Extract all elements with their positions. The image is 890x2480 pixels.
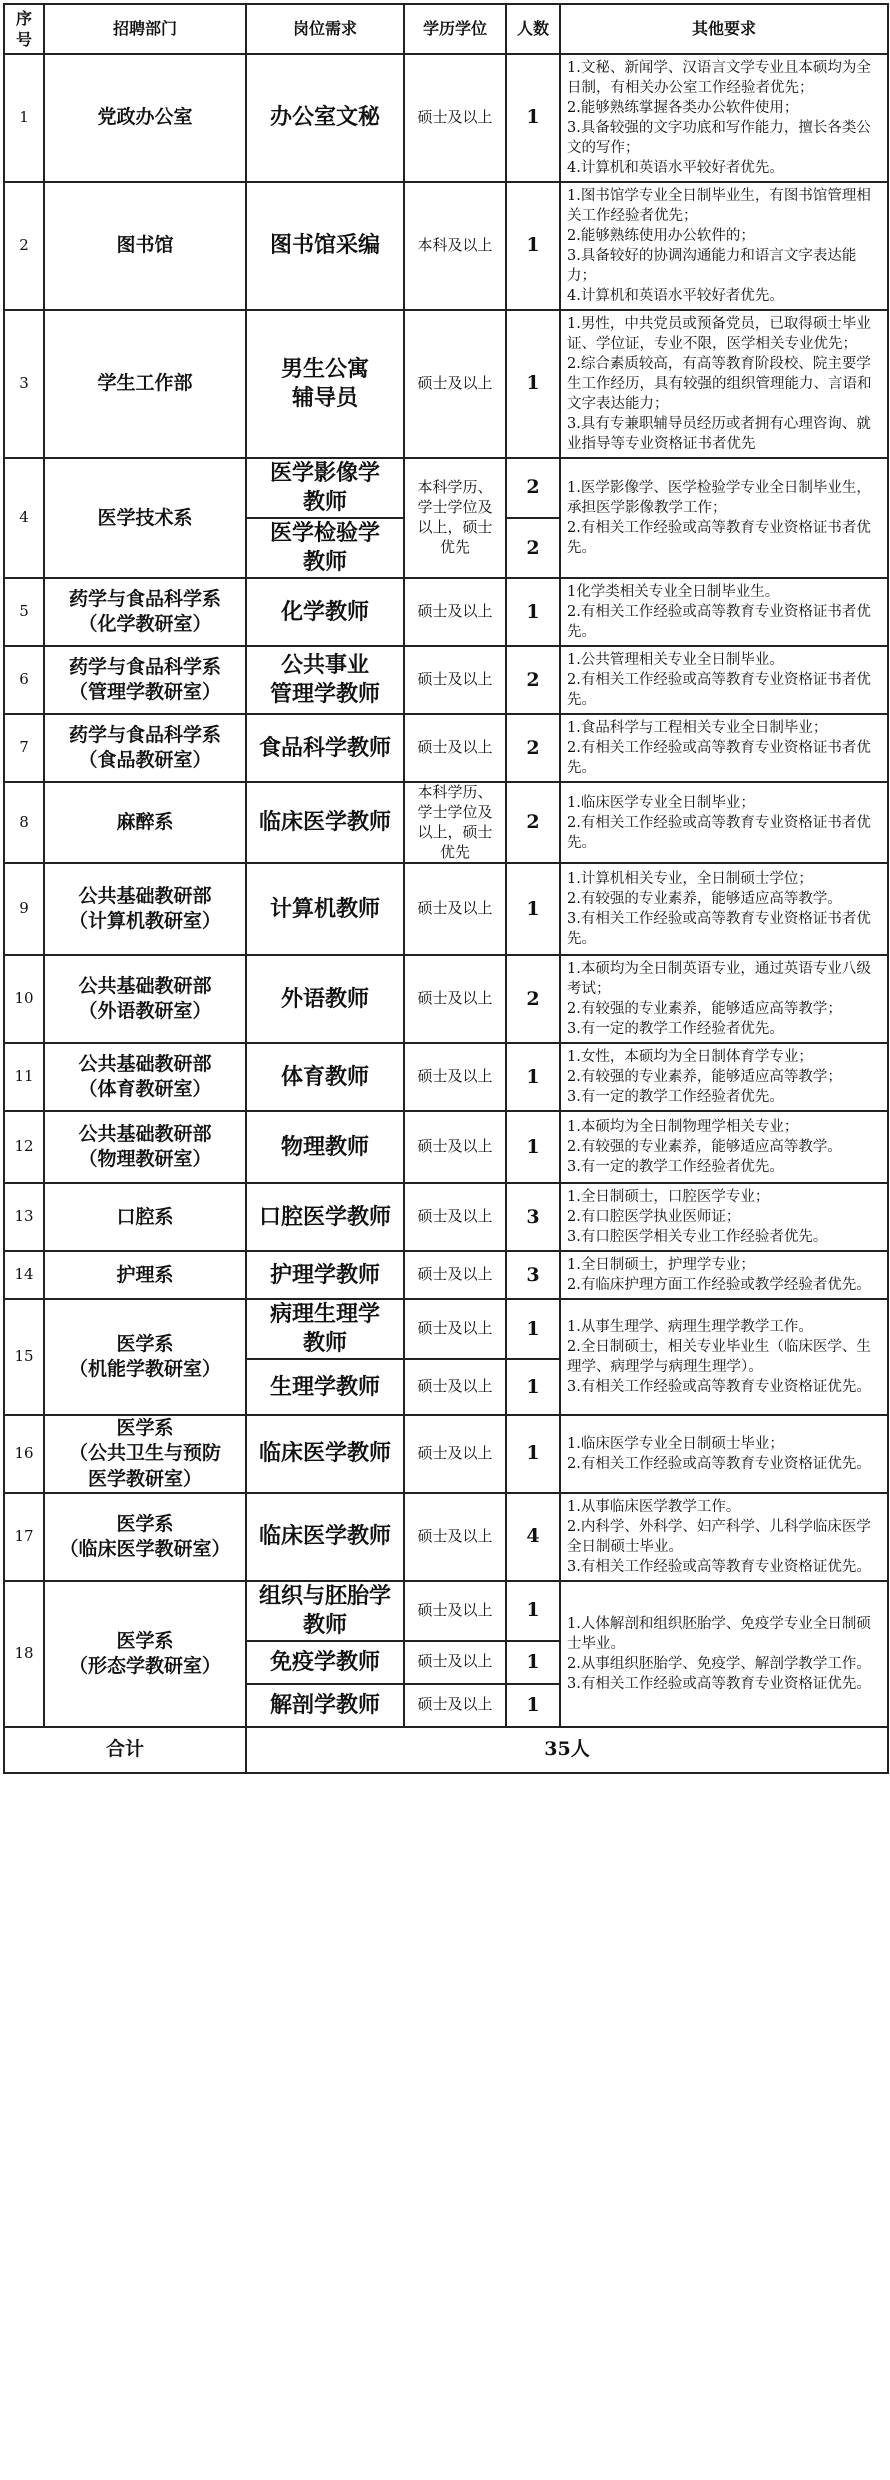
seq-cell: 5	[4, 578, 44, 646]
degree-cell	[404, 646, 506, 714]
count-cell: 1	[506, 1684, 560, 1727]
cell-line: 优先	[439, 537, 470, 556]
header-seq: 序号	[4, 4, 44, 54]
table-row	[4, 1493, 888, 1581]
cell-line: 1.本硕均为全日制物理学相关专业；	[567, 1119, 799, 1136]
cell-line: 硕士及以上	[417, 670, 493, 689]
cell-line: 2.有较强的专业素养，能够适应高等教学；	[567, 1069, 842, 1086]
cell-line: （计算机教研室）	[68, 910, 221, 933]
position-cell	[246, 1684, 404, 1727]
cell-line: 2.能够熟练掌握各类办公软件使用；	[567, 100, 799, 116]
requirements-cell	[560, 1493, 888, 1581]
cell-line: 硕士及以上	[417, 1444, 493, 1463]
dept-cell	[44, 863, 246, 955]
count-cell: 1	[506, 1111, 560, 1183]
position-cell	[246, 518, 404, 578]
cell-line: 2.有相关工作经验或高等教育专业资格证书者优先。	[567, 520, 871, 557]
header-dept: 招聘部门	[44, 4, 246, 54]
table-row	[4, 1111, 888, 1183]
table-row	[4, 1251, 888, 1299]
position-cell	[246, 54, 404, 182]
count-cell: 1	[506, 1299, 560, 1359]
count-cell: 2	[506, 518, 560, 578]
cell-line: 1.医学影像学、医学检验学专业全日制毕业生，承担医学影像教学工作；	[567, 480, 871, 517]
dept-cell	[44, 1043, 246, 1111]
position-cell	[246, 310, 404, 458]
count-cell: 2	[506, 714, 560, 782]
cell-line: （体育教研室）	[78, 1078, 212, 1101]
count-cell: 2	[506, 955, 560, 1043]
cell-line: 公共基础教研部	[78, 1123, 212, 1146]
table-row	[4, 1581, 888, 1641]
cell-line: 图书馆采编	[269, 232, 380, 259]
degree-cell	[404, 1415, 506, 1492]
cell-line: 1.临床医学专业全日制硕士毕业；	[567, 1435, 784, 1452]
table-row	[4, 955, 888, 1043]
cell-line: 公共事业	[280, 652, 369, 679]
requirements-cell	[560, 782, 888, 863]
total-value: 35人	[246, 1727, 888, 1773]
degree-cell	[404, 782, 506, 863]
count-cell: 1	[506, 1641, 560, 1684]
seq-cell: 7	[4, 714, 44, 782]
requirements-cell	[560, 646, 888, 714]
cell-line: 医学技术系	[97, 506, 193, 529]
cell-line: 医学教研室）	[87, 1467, 202, 1490]
cell-line: 2.综合素质较高，有高等教育阶段校、院主要学生工作经历，具有较强的组织管理能力、言语和文字表达能力；	[567, 356, 872, 412]
cell-line: 公共基础教研部	[78, 1053, 212, 1076]
cell-line: （临床医学教研室）	[59, 1537, 231, 1560]
requirements-cell	[560, 1043, 888, 1111]
degree-cell	[404, 1581, 506, 1641]
table-row	[4, 1415, 888, 1492]
dept-cell	[44, 310, 246, 458]
cell-line: 1.公共管理相关专业全日制毕业。	[567, 652, 784, 669]
cell-line: 教师	[302, 1330, 347, 1357]
cell-line: （管理学教研室）	[68, 681, 221, 704]
position-cell	[246, 1415, 404, 1492]
cell-line: 组织与胚胎学	[258, 1582, 391, 1609]
cell-line: 3.有相关工作经验或高等教育专业资格证优先。	[567, 1558, 871, 1575]
position-cell	[246, 1111, 404, 1183]
seq-cell: 11	[4, 1043, 44, 1111]
seq-cell: 12	[4, 1111, 44, 1183]
requirements-cell	[560, 578, 888, 646]
cell-line: 本科学历、	[417, 478, 493, 497]
cell-line: 1.人体解剖和组织胚胎学、免疫学专业全日制硕士毕业。	[567, 1615, 871, 1652]
count-cell: 3	[506, 1183, 560, 1251]
total-row	[4, 1727, 888, 1773]
cell-line: 医学系	[116, 1417, 174, 1440]
cell-line: 生理学教师	[269, 1373, 380, 1400]
degree-cell	[404, 1493, 506, 1581]
count-cell: 1	[506, 578, 560, 646]
dept-cell	[44, 1415, 246, 1492]
requirements-cell	[560, 1183, 888, 1251]
cell-line: 硕士及以上	[417, 738, 493, 757]
count-cell: 2	[506, 646, 560, 714]
count-cell: 1	[506, 1415, 560, 1492]
cell-line: 3.具有专兼职辅导员经历或者拥有心理咨询、就业指导等专业资格证书者优先	[567, 416, 871, 452]
cell-line: 教师	[302, 549, 347, 576]
table-row	[4, 310, 888, 458]
table-row	[4, 1043, 888, 1111]
seq-cell: 14	[4, 1251, 44, 1299]
cell-line: 药学与食品科学系	[68, 656, 221, 679]
cell-line: 硕士及以上	[417, 989, 493, 1008]
cell-line: 1化学类相关专业全日制毕业生。	[567, 584, 780, 601]
cell-line: 护理系	[116, 1263, 174, 1286]
position-cell	[246, 1299, 404, 1359]
cell-line: 4.计算机和英语水平较好者优先。	[567, 160, 784, 176]
cell-line: （化学教研室）	[78, 613, 212, 636]
cell-line: 2.全日制硕士，相关专业毕业生（临床医学、生理学、病理学与病理生理学）。	[567, 1339, 871, 1376]
header-count: 人数	[506, 4, 560, 54]
seq-cell: 2	[4, 182, 44, 310]
cell-line: 硕士及以上	[417, 899, 493, 918]
requirements-cell	[560, 863, 888, 955]
table-row	[4, 714, 888, 782]
seq-cell: 15	[4, 1299, 44, 1415]
dept-cell	[44, 1183, 246, 1251]
requirements-cell	[560, 1251, 888, 1299]
cell-line: 硕士及以上	[417, 1526, 493, 1545]
cell-line: 3.有口腔医学相关专业工作经验者优先。	[567, 1229, 828, 1246]
seq-cell: 4	[4, 458, 44, 578]
cell-line: 学士学位及	[417, 498, 493, 517]
cell-line: 1.全日制硕士，口腔医学专业；	[567, 1189, 770, 1206]
cell-line: 物理教师	[280, 1133, 369, 1160]
cell-line: 硕士及以上	[417, 602, 493, 621]
cell-line: 本科及以上	[417, 236, 493, 255]
dept-cell	[44, 646, 246, 714]
cell-line: （食品教研室）	[78, 749, 212, 772]
cell-line: 1.全日制硕士，护理学专业；	[567, 1257, 755, 1274]
cell-line: 硕士及以上	[417, 1695, 493, 1714]
cell-line: （外语教研室）	[78, 1000, 212, 1023]
cell-line: 硕士及以上	[417, 374, 493, 393]
count-cell: 2	[506, 458, 560, 518]
cell-line: 1.本硕均为全日制英语专业，通过英语专业八级考试；	[567, 961, 871, 998]
cell-line: 2.能够熟练使用办公软件的；	[567, 228, 755, 244]
dept-cell	[44, 578, 246, 646]
degree-cell	[404, 182, 506, 310]
cell-line: 公共基础教研部	[78, 885, 212, 908]
cell-line: 2.有相关工作经验或高等教育专业资格证书者优先。	[567, 604, 871, 641]
cell-line: 3.具备较好的协调沟通能力和语言文字表达能力；	[567, 248, 857, 284]
degree-cell	[404, 1299, 506, 1359]
cell-line: （形态学教研室）	[68, 1654, 221, 1677]
dept-cell	[44, 182, 246, 310]
count-cell: 1	[506, 182, 560, 310]
degree-cell	[404, 54, 506, 182]
cell-line: 口腔系	[116, 1205, 174, 1228]
cell-line: 3.具备较强的文字功底和写作能力，擅长各类公文的写作；	[567, 120, 871, 156]
position-cell	[246, 1251, 404, 1299]
header-position: 岗位需求	[246, 4, 404, 54]
cell-line: 1.从事临床医学教学工作。	[567, 1498, 741, 1515]
table-row	[4, 578, 888, 646]
requirements-cell	[560, 1415, 888, 1492]
cell-line: 硕士及以上	[417, 1652, 493, 1671]
dept-cell	[44, 1581, 246, 1727]
recruitment-table	[3, 3, 889, 1774]
degree-cell	[404, 310, 506, 458]
cell-line: （公共卫生与预防	[68, 1442, 221, 1465]
degree-cell	[404, 714, 506, 782]
seq-cell: 9	[4, 863, 44, 955]
cell-line: 2.有相关工作经验或高等教育专业资格证书者优先。	[567, 814, 871, 851]
cell-line: 1.男性，中共党员或预备党员，已取得硕士毕业证、学位证，专业不限，医学相关专业优先；	[567, 316, 871, 352]
table-row	[4, 782, 888, 863]
cell-line: 硕士及以上	[417, 1137, 493, 1156]
count-cell: 1	[506, 1581, 560, 1641]
cell-line: 解剖学教师	[269, 1691, 380, 1718]
cell-line: 硕士及以上	[417, 1207, 493, 1226]
dept-cell	[44, 458, 246, 578]
cell-line: 医学系	[116, 1629, 174, 1652]
position-cell	[246, 1043, 404, 1111]
table-row	[4, 1299, 888, 1359]
degree-cell	[404, 1641, 506, 1684]
cell-line: 药学与食品科学系	[68, 588, 221, 611]
count-cell: 2	[506, 782, 560, 863]
cell-line: 病理生理学	[269, 1301, 380, 1328]
cell-line: 2.有较强的专业素养，能够适应高等教学。	[567, 891, 842, 908]
seq-cell: 3	[4, 310, 44, 458]
cell-line: 食品科学教师	[258, 734, 391, 761]
cell-line: 医学检验学	[269, 520, 380, 547]
header-requirements: 其他要求	[560, 4, 888, 54]
position-cell	[246, 646, 404, 714]
cell-line: 化学教师	[280, 598, 369, 625]
cell-line: 图书馆	[116, 234, 174, 257]
cell-line: 1.食品科学与工程相关专业全日制毕业；	[567, 720, 828, 737]
dept-cell	[44, 1299, 246, 1415]
position-cell	[246, 714, 404, 782]
dept-cell	[44, 54, 246, 182]
seq-cell: 10	[4, 955, 44, 1043]
cell-line: 硕士及以上	[417, 1265, 493, 1284]
cell-line: 1.临床医学专业全日制毕业；	[567, 794, 755, 811]
cell-line: 护理学教师	[269, 1261, 380, 1288]
seq-cell: 13	[4, 1183, 44, 1251]
degree-cell	[404, 1043, 506, 1111]
cell-line: 1.图书馆学专业全日制毕业生，有图书馆管理相关工作经验者优先；	[567, 188, 871, 224]
cell-line: 学生工作部	[97, 372, 193, 395]
seq-cell: 8	[4, 782, 44, 863]
position-cell	[246, 955, 404, 1043]
table-row	[4, 458, 888, 518]
requirements-cell	[560, 310, 888, 458]
cell-line: 免疫学教师	[269, 1648, 380, 1675]
cell-line: 临床医学教师	[258, 809, 391, 836]
position-cell	[246, 578, 404, 646]
degree-cell	[404, 1251, 506, 1299]
count-cell: 1	[506, 310, 560, 458]
seq-cell: 17	[4, 1493, 44, 1581]
cell-line: 临床医学教师	[258, 1523, 391, 1550]
position-cell	[246, 1359, 404, 1415]
cell-line: 以上，硕士	[417, 518, 493, 537]
table-row	[4, 646, 888, 714]
cell-line: 医学影像学	[269, 460, 380, 486]
cell-line: 教师	[302, 489, 347, 516]
cell-line: 管理学教师	[269, 681, 380, 708]
cell-line: 外语教师	[280, 985, 369, 1012]
cell-line: 硕士及以上	[417, 1600, 493, 1619]
cell-line: 辅导员	[291, 385, 358, 411]
count-cell: 4	[506, 1493, 560, 1581]
cell-line: 2.有相关工作经验或高等教育专业资格证优先。	[567, 1455, 871, 1472]
cell-line: 学士学位及	[417, 802, 493, 821]
degree-cell	[404, 1359, 506, 1415]
cell-line: 计算机教师	[269, 895, 380, 922]
dept-cell	[44, 1111, 246, 1183]
cell-line: 2.有较强的专业素养，能够适应高等教学。	[567, 1139, 842, 1156]
requirements-cell	[560, 54, 888, 182]
cell-line: 办公室文秘	[269, 104, 380, 131]
cell-line: 硕士及以上	[417, 1377, 493, 1396]
cell-line: 3.有相关工作经验或高等教育专业资格证优先。	[567, 1379, 871, 1396]
cell-line: 党政办公室	[97, 106, 193, 129]
degree-cell	[404, 458, 506, 578]
cell-line: 男生公寓	[280, 355, 369, 382]
cell-line: 以上，硕士	[417, 822, 493, 841]
cell-line: 3.有相关工作经验或高等教育专业资格证优先。	[567, 1675, 871, 1692]
cell-line: 临床医学教师	[258, 1440, 391, 1467]
position-cell	[246, 182, 404, 310]
count-cell: 3	[506, 1251, 560, 1299]
position-cell	[246, 1493, 404, 1581]
cell-line: 3.有一定的教学工作经验者优先。	[567, 1089, 784, 1106]
table-row	[4, 1183, 888, 1251]
count-cell: 1	[506, 1359, 560, 1415]
seq-cell: 6	[4, 646, 44, 714]
dept-cell	[44, 1493, 246, 1581]
position-cell	[246, 782, 404, 863]
requirements-cell	[560, 1299, 888, 1415]
cell-line: 3.有一定的教学工作经验者优先。	[567, 1021, 784, 1038]
table-row	[4, 182, 888, 310]
requirements-cell	[560, 1111, 888, 1183]
cell-line: 2.内科学、外科学、妇产科学、儿科学临床医学全日制硕士毕业。	[567, 1518, 871, 1555]
cell-line: 3.有相关工作经验或高等教育专业资格证书者优先。	[567, 911, 871, 948]
cell-line: 2.有临床护理方面工作经验或教学经验者优先。	[567, 1277, 871, 1294]
cell-line: 2.有口腔医学执业医师证；	[567, 1209, 741, 1226]
cell-line: 1.女性，本硕均为全日制体育学专业；	[567, 1049, 813, 1066]
header-row	[4, 4, 888, 54]
seq-cell: 16	[4, 1415, 44, 1492]
cell-line: 1.文秘、新闻学、汉语言文学专业且本硕均为全日制，有相关办公室工作经验者优先；	[567, 60, 871, 96]
dept-cell	[44, 1251, 246, 1299]
cell-line: 4.计算机和英语水平较好者优先。	[567, 288, 784, 304]
requirements-cell	[560, 955, 888, 1043]
cell-line: （物理教研室）	[78, 1148, 212, 1171]
cell-line: 3.有一定的教学工作经验者优先。	[567, 1159, 784, 1176]
degree-cell	[404, 578, 506, 646]
total-label: 合计	[4, 1727, 246, 1773]
cell-line: 优先	[439, 842, 470, 861]
cell-line: 公共基础教研部	[78, 975, 212, 998]
cell-line: 本科学历、	[417, 783, 493, 802]
table-body	[4, 54, 888, 1727]
cell-line: 2.有相关工作经验或高等教育专业资格证书者优先。	[567, 672, 871, 709]
count-cell: 1	[506, 863, 560, 955]
position-cell	[246, 863, 404, 955]
position-cell	[246, 458, 404, 518]
requirements-cell	[560, 182, 888, 310]
requirements-cell	[560, 1581, 888, 1727]
degree-cell	[404, 863, 506, 955]
dept-cell	[44, 714, 246, 782]
cell-line: （机能学教研室）	[68, 1358, 221, 1381]
position-cell	[246, 1183, 404, 1251]
position-cell	[246, 1641, 404, 1684]
seq-cell: 18	[4, 1581, 44, 1727]
cell-line: 体育教师	[280, 1063, 369, 1090]
position-cell	[246, 1581, 404, 1641]
cell-line: 医学系	[116, 1512, 174, 1535]
cell-line: 口腔医学教师	[258, 1203, 391, 1230]
cell-line: 2.从事组织胚胎学、免疫学、解剖学教学工作。	[567, 1655, 871, 1672]
count-cell: 1	[506, 54, 560, 182]
count-cell: 1	[506, 1043, 560, 1111]
degree-cell	[404, 955, 506, 1043]
dept-cell	[44, 782, 246, 863]
degree-cell	[404, 1684, 506, 1727]
cell-line: 教师	[302, 1611, 347, 1638]
cell-line: 麻醉系	[116, 811, 174, 834]
cell-line: 1.计算机相关专业，全日制硕士学位；	[567, 871, 813, 888]
table-row	[4, 863, 888, 955]
degree-cell	[404, 1183, 506, 1251]
cell-line: 医学系	[116, 1333, 174, 1356]
cell-line: 2.有相关工作经验或高等教育专业资格证书者优先。	[567, 740, 871, 777]
cell-line: 1.从事生理学、病理生理学教学工作。	[567, 1319, 813, 1336]
table-row	[4, 54, 888, 182]
cell-line: 硕士及以上	[417, 1067, 493, 1086]
cell-line: 硕士及以上	[417, 1319, 493, 1338]
requirements-cell	[560, 714, 888, 782]
cell-line: 药学与食品科学系	[68, 724, 221, 747]
dept-cell	[44, 955, 246, 1043]
requirements-cell	[560, 458, 888, 578]
seq-cell: 1	[4, 54, 44, 182]
cell-line: 2.有较强的专业素养，能够适应高等教学；	[567, 1001, 842, 1018]
degree-cell	[404, 1111, 506, 1183]
header-degree: 学历学位	[404, 4, 506, 54]
cell-line: 硕士及以上	[417, 108, 493, 127]
